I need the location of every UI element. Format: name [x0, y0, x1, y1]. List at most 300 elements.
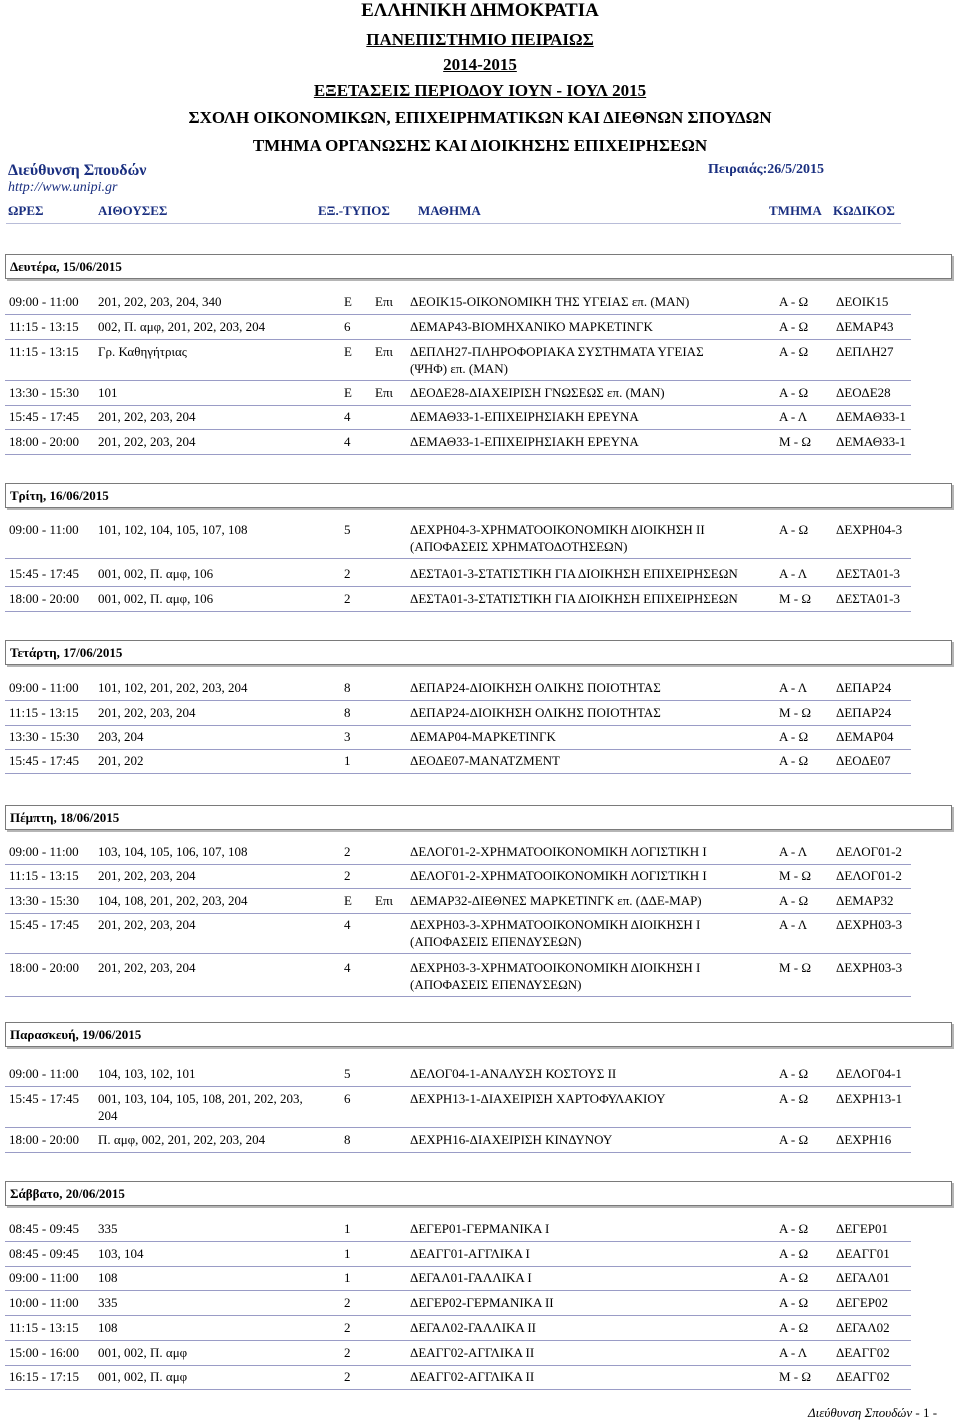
cell-course	[410, 565, 738, 582]
cell-section-text: Α - Ω	[779, 1270, 809, 1285]
cell-rooms-text: 002, Π. αμφ, 201, 202, 203, 204	[98, 319, 266, 334]
cell-code	[836, 343, 894, 360]
cell-sem	[344, 318, 351, 335]
cell-time	[9, 318, 79, 335]
cell-code	[836, 752, 891, 769]
cell-sem	[344, 590, 351, 607]
cell-rooms-text: 103, 104	[98, 1246, 144, 1261]
cell-code	[836, 565, 900, 582]
cell-code	[836, 704, 891, 721]
school-title: ΣΧΟΛΗ ΟΙΚΟΝΟΜΙΚΩΝ, ΕΠΙΧΕΙΡΗΜΑΤΙΚΩΝ ΚΑΙ ΔΙΕΘΝΩΝ ΣΠΟΥΔΩΝ	[188, 108, 772, 127]
cell-sem	[344, 867, 351, 884]
cell-time-text: 09:00 - 11:00	[9, 294, 79, 309]
cell-time	[9, 293, 79, 310]
cell-rooms-text: 001, 002, Π. αμφ	[98, 1369, 188, 1384]
cell-time-text: 15:00 - 16:00	[9, 1345, 80, 1360]
cell-rooms	[98, 959, 196, 976]
col-code: ΚΩΔΙΚΟΣ	[833, 203, 895, 218]
cell-sem	[344, 384, 352, 401]
cell-time-text: 15:45 - 17:45	[9, 753, 80, 768]
cell-sem-text: E	[344, 344, 352, 359]
cell-section	[779, 1245, 808, 1262]
cell-rooms	[98, 590, 213, 607]
cell-section	[779, 679, 807, 696]
cell-code	[836, 521, 902, 538]
cell-rooms-text: Γρ. Καθηγήτριας	[98, 344, 187, 359]
cell-time	[9, 1269, 79, 1286]
directorate-label: Διεύθυνση Σπουδών	[8, 162, 147, 179]
cell-code-text: ΔΕΠΛΗ27	[836, 344, 894, 359]
cell-sem-text: 4	[344, 434, 351, 449]
cell-rooms	[98, 1319, 118, 1336]
day-label: Τρίτη, 16/06/2015	[10, 488, 109, 503]
cell-time	[9, 752, 79, 769]
cell-code	[836, 679, 891, 696]
cell-section-text: Α - Ω	[779, 294, 809, 309]
cell-section-text: Α - Ω	[779, 319, 809, 334]
cell-time-text: 08:45 - 09:45	[9, 1246, 80, 1261]
cell-course-text: ΔΕΓΕΡ01-ΓΕΡΜΑΝΙΚΑ Ι	[410, 1221, 550, 1236]
col-rooms: ΑΙΘΟΥΣΕΣ	[98, 203, 168, 218]
cell-course	[410, 433, 639, 450]
cell-sem	[344, 1344, 351, 1361]
cell-section-text: Α - Λ	[779, 566, 808, 581]
cell-code-text: ΔΕΠΑΡ24	[836, 680, 892, 695]
col-type: ΕΞ.-ΤΥΠΟΣ	[318, 203, 390, 218]
cell-course-text: ΔΕΧΡΗ03-3-ΧΡΗΜΑΤΟΟΙΚΟΝΟΜΙΚΗ ΔΙΟΙΚΗΣΗ Ι	[410, 917, 701, 932]
cell-rooms-text: 001, 002, Π. αμφ	[98, 1345, 188, 1360]
cell-code	[836, 1065, 902, 1082]
cell-sem	[344, 1065, 351, 1082]
cell-course	[410, 521, 705, 555]
cell-course-text: ΔΕΜΑΘ33-1-ΕΠΙΧΕΙΡΗΣΙΑΚΗ ΕΡΕΥΝΑ	[410, 409, 639, 424]
cell-sem	[344, 1131, 351, 1148]
cell-code	[836, 433, 906, 450]
cell-rooms	[98, 1090, 303, 1124]
cell-time-text: 09:00 - 11:00	[9, 1066, 79, 1081]
cell-time-text: 11:15 - 13:15	[9, 319, 79, 334]
cell-code-text: ΔΕΧΡΗ03-3	[836, 960, 903, 975]
cell-rooms	[98, 1269, 118, 1286]
cell-sem-text: 1	[344, 1246, 351, 1261]
cell-sem	[344, 728, 351, 745]
footer-directorate: Διεύθυνση Σπουδών	[808, 1405, 913, 1420]
cell-code	[836, 1368, 890, 1385]
table-row	[5, 725, 911, 750]
cell-rooms-text: 101, 102, 104, 105, 107, 108	[98, 522, 248, 537]
cell-rooms	[98, 1220, 118, 1237]
cell-rooms	[98, 293, 222, 310]
cell-section-text: Α - Λ	[779, 1345, 808, 1360]
cell-sem	[344, 1245, 351, 1262]
cell-section-text: Α - Ω	[779, 893, 809, 908]
cell-section-text: Α - Ω	[779, 522, 809, 537]
cell-section-text: Α - Ω	[779, 385, 809, 400]
cell-course	[410, 843, 707, 860]
table-row	[5, 518, 911, 559]
cell-course	[410, 293, 689, 310]
cell-code	[836, 916, 902, 933]
cell-section	[779, 433, 811, 450]
cell-time-text: 09:00 - 11:00	[9, 680, 79, 695]
cell-time	[9, 521, 79, 538]
cell-section-text: Α - Ω	[779, 729, 809, 744]
day-label: Τετάρτη, 17/06/2015	[10, 645, 123, 660]
cell-code-text: ΔΕΣΤΑ01-3	[836, 591, 900, 606]
cell-course-text: ΔΕΓΑΛ01-ΓΑΛΛΙΚΑ Ι	[410, 1270, 532, 1285]
cell-section-text: Α - Ω	[779, 1320, 809, 1335]
cell-time-text: 15:45 - 17:45	[9, 566, 80, 581]
cell-code	[836, 867, 902, 884]
cell-time	[9, 590, 79, 607]
cell-course	[410, 1368, 534, 1385]
cell-sem-text: E	[344, 385, 352, 400]
cell-time-text: 15:45 - 17:45	[9, 1091, 80, 1106]
cell-rooms	[98, 343, 187, 360]
cell-time-text: 11:15 - 13:15	[9, 1320, 79, 1335]
cell-time-text: 15:45 - 17:45	[9, 409, 80, 424]
cell-rooms	[98, 892, 248, 909]
table-row	[5, 1266, 911, 1291]
cell-code-text: ΔΕΛΟΓ01-2	[836, 844, 902, 859]
cell-rooms-text: 201, 202, 203, 204	[98, 917, 196, 932]
cell-course	[410, 867, 707, 884]
cell-course-text: ΔΕΜΑΡ32-ΔΙΕΘΝΕΣ ΜΑΡΚΕΤΙΝΓΚ επ. (ΔΔΕ-ΜΑΡ)	[410, 893, 702, 908]
cell-section	[779, 843, 807, 860]
cell-rooms	[98, 408, 196, 425]
day-header	[5, 1181, 952, 1206]
cell-rooms-text: 203, 204	[98, 729, 144, 744]
cell-code-text: ΔΕΜΑΡ04	[836, 729, 894, 744]
website-link[interactable]: http://www.unipi.gr	[8, 180, 118, 195]
cell-code	[836, 293, 888, 310]
cell-section-text: Μ - Ω	[779, 434, 812, 449]
table-row	[5, 290, 911, 315]
cell-rooms-text: 201, 202, 203, 204	[98, 434, 196, 449]
cell-time	[9, 565, 79, 582]
table-row	[5, 430, 911, 455]
cell-rooms	[98, 1294, 118, 1311]
cell-time-text: 15:45 - 17:45	[9, 917, 80, 932]
cell-sem-text: 2	[344, 1295, 351, 1310]
cell-time-text: 13:30 - 15:30	[9, 893, 80, 908]
cell-code-text: ΔΕΟΔΕ07	[836, 753, 891, 768]
table-row	[5, 1062, 911, 1087]
cell-sem-text: 1	[344, 1221, 351, 1236]
cell-sem-text: 4	[344, 960, 351, 975]
cell-code-text: ΔΕΜΑΘ33-1	[836, 409, 906, 424]
cell-rooms-text: 201, 202, 203, 204	[98, 960, 196, 975]
cell-course-text: ΔΕΛΟΓ04-1-ΑΝΑΛΥΣΗ ΚΟΣΤΟΥΣ ΙΙ	[410, 1066, 617, 1081]
cell-course-text: ΔΕΧΡΗ16-ΔΙΑΧΕΙΡΙΣΗ ΚΙΝΔΥΝΟΥ	[410, 1132, 613, 1147]
cell-section	[779, 384, 808, 401]
cell-sem-text: 2	[344, 1369, 351, 1384]
cell-rooms	[98, 1245, 144, 1262]
cell-rooms-text: 104, 108, 201, 202, 203, 204	[98, 893, 248, 908]
col-section: ΤΜΗΜΑ	[769, 203, 822, 218]
table-row	[5, 864, 911, 889]
cell-sem-text: 2	[344, 868, 351, 883]
cell-section	[779, 521, 808, 538]
cell-time-text: 18:00 - 20:00	[9, 960, 80, 975]
cell-time-text: 18:00 - 20:00	[9, 1132, 80, 1147]
cell-course	[410, 916, 700, 950]
cell-type-text: Επι	[375, 344, 394, 359]
cell-rooms-text: 201, 202, 203, 204	[98, 868, 196, 883]
cell-section-text: Α - Ω	[779, 1246, 809, 1261]
cell-rooms	[98, 843, 248, 860]
cell-section-text: Μ - Ω	[779, 1369, 812, 1384]
cell-sem-text: 4	[344, 409, 351, 424]
cell-sem	[344, 679, 351, 696]
cell-time-text: 09:00 - 11:00	[9, 844, 79, 859]
cell-code-text: ΔΕΧΡΗ16	[836, 1132, 892, 1147]
cell-section	[779, 1090, 808, 1107]
cell-rooms-text: 001, 002, Π. αμφ, 106	[98, 566, 214, 581]
cell-section-text: Α - Ω	[779, 344, 809, 359]
cell-section	[779, 728, 808, 745]
cell-sem-text: 8	[344, 680, 351, 695]
cell-time-text: 13:30 - 15:30	[9, 385, 80, 400]
cell-section	[779, 959, 811, 976]
cell-code-text: ΔΕΜΑΘ33-1	[836, 434, 906, 449]
cell-code-text: ΔΕΓΕΡ02	[836, 1295, 888, 1310]
table-row	[5, 405, 911, 430]
republic-title: ΕΛΛΗΝΙΚΗ ΔΗΜΟΚΡΑΤΙΑ	[361, 0, 599, 21]
table-row	[5, 1291, 911, 1316]
cell-code	[836, 959, 902, 976]
table-row	[5, 749, 911, 774]
cell-rooms	[98, 728, 144, 745]
cell-code-text: ΔΕΑΓΓ02	[836, 1345, 890, 1360]
cell-section	[779, 1131, 808, 1148]
cell-course	[410, 318, 653, 335]
cell-code-text: ΔΕΧΡΗ03-3	[836, 917, 903, 932]
cell-sem	[344, 293, 352, 310]
cell-code	[836, 892, 893, 909]
cell-course	[410, 1269, 532, 1286]
table-row	[5, 889, 911, 914]
cell-section-text: Α - Ω	[779, 1091, 809, 1106]
cell-section-text: Α - Λ	[779, 409, 808, 424]
cell-rooms-text: 108	[98, 1270, 118, 1285]
cell-course	[410, 343, 704, 377]
cell-code	[836, 1319, 890, 1336]
cell-course-text: ΔΕΟΙΚ15-ΟΙΚΟΝΟΜΙΚΗ ΤΗΣ ΥΓΕΙΑΣ επ. (ΜΑΝ)	[410, 294, 690, 309]
cell-rooms	[98, 521, 248, 538]
cell-sem-text: 6	[344, 1091, 351, 1106]
cell-course	[410, 384, 665, 401]
cell-sem	[344, 1090, 351, 1107]
cell-rooms	[98, 679, 248, 696]
col-hours: ΩΡΕΣ	[8, 203, 44, 218]
cell-time	[9, 433, 79, 450]
table-row	[5, 1365, 911, 1390]
cell-course-text: ΔΕΑΓΓ02-ΑΓΓΛΙΚΑ ΙΙ	[410, 1369, 535, 1384]
table-row	[5, 1341, 911, 1366]
cell-section	[779, 867, 811, 884]
cell-sem-text: 3	[344, 729, 351, 744]
cell-sem-text: 5	[344, 1066, 351, 1081]
cell-course-text: ΔΕΜΑΘ33-1-ΕΠΙΧΕΙΡΗΣΙΑΚΗ ΕΡΕΥΝΑ	[410, 434, 639, 449]
cell-sem-text: 1	[344, 1270, 351, 1285]
cell-time	[9, 728, 79, 745]
day-header	[5, 805, 952, 830]
cell-course-text: ΔΕΓΕΡ02-ΓΕΡΜΑΝΙΚΑ ΙΙ	[410, 1295, 554, 1310]
cell-code	[836, 1220, 888, 1237]
cell-course	[410, 892, 702, 909]
cell-rooms	[98, 565, 213, 582]
cell-rooms-text: 201, 202, 203, 204, 340	[98, 294, 222, 309]
cell-code	[836, 1344, 890, 1361]
cell-time	[9, 384, 79, 401]
cell-code	[836, 843, 902, 860]
cell-section	[779, 293, 808, 310]
cell-code-text: ΔΕΟΙΚ15	[836, 294, 889, 309]
cell-code	[836, 1294, 888, 1311]
cell-rooms	[98, 1131, 265, 1148]
cell-code	[836, 1245, 890, 1262]
cell-code	[836, 384, 891, 401]
cell-rooms-text: 101	[98, 385, 118, 400]
cell-sem	[344, 1294, 351, 1311]
cell-code	[836, 408, 906, 425]
cell-time-text: 18:00 - 20:00	[9, 591, 80, 606]
cell-section-text: Μ - Ω	[779, 705, 812, 720]
cell-code-text: ΔΕΛΟΓ04-1	[836, 1066, 902, 1081]
cell-code-text: ΔΕΓΑΛ01	[836, 1270, 890, 1285]
cell-section-text: Μ - Ω	[779, 591, 812, 606]
day-header	[5, 1022, 952, 1047]
cell-section	[779, 565, 807, 582]
cell-course-text: ΔΕΓΑΛ02-ΓΑΛΛΙΚΑ ΙΙ	[410, 1320, 536, 1335]
cell-section	[779, 1294, 808, 1311]
table-row	[5, 1316, 911, 1341]
cell-code-text: ΔΕΓΑΛ02	[836, 1320, 890, 1335]
place-date: Πειραιάς:26/5/2015	[708, 162, 825, 177]
cell-time	[9, 1319, 79, 1336]
cell-course	[410, 1131, 612, 1148]
cell-rooms-text: 103, 104, 105, 106, 107, 108	[98, 844, 248, 859]
cell-rooms	[98, 1344, 187, 1361]
table-row	[5, 840, 911, 865]
cell-section-text: Α - Ω	[779, 753, 809, 768]
cell-code	[836, 1269, 890, 1286]
cell-time	[9, 892, 79, 909]
page-number: - 1 -	[915, 1405, 938, 1420]
cell-time	[9, 343, 79, 360]
academic-year: 2014-2015	[443, 55, 517, 74]
cell-code-text: ΔΕΜΑΡ32	[836, 893, 894, 908]
cell-sem-text: E	[344, 294, 352, 309]
cell-time-text: 11:15 - 13:15	[9, 705, 79, 720]
cell-course-text: ΔΕΑΓΓ02-ΑΓΓΛΙΚΑ ΙΙ	[410, 1345, 535, 1360]
cell-course-text: ΔΕΜΑΡ04-ΜΑΡΚΕΤΙΝΓΚ	[410, 729, 556, 744]
table-row	[5, 381, 911, 406]
cell-rooms-text: 201, 202, 203, 204	[98, 705, 196, 720]
cell-code-text: ΔΕΣΤΑ01-3	[836, 566, 900, 581]
cell-type	[375, 384, 393, 401]
cell-sem	[344, 916, 351, 933]
cell-rooms-text: 001, 103, 104, 105, 108, 201, 202, 203,	[98, 1091, 303, 1106]
cell-sem-text: 2	[344, 566, 351, 581]
cell-sem	[344, 521, 351, 538]
cell-sem	[344, 1269, 351, 1286]
col-course: ΜΑΘΗΜΑ	[418, 203, 481, 218]
day-label: Πέμπτη, 18/06/2015	[10, 810, 120, 825]
cell-course	[410, 1319, 536, 1336]
cell-section	[779, 704, 811, 721]
cell-rooms-text: 108	[98, 1320, 118, 1335]
cell-rooms-text: 101, 102, 201, 202, 203, 204	[98, 680, 248, 695]
cell-rooms	[98, 1368, 187, 1385]
cell-sem-text: 2	[344, 844, 351, 859]
cell-code-text: ΔΕΧΡΗ04-3	[836, 522, 903, 537]
cell-time	[9, 1131, 79, 1148]
cell-course-text: ΔΕΟΔΕ28-ΔΙΑΧΕΙΡΙΣΗ ΓΝΩΣΕΩΣ επ. (ΜΑΝ)	[410, 385, 665, 400]
cell-time	[9, 408, 79, 425]
cell-rooms	[98, 318, 265, 335]
cell-sem-text: 2	[344, 1320, 351, 1335]
cell-code	[836, 590, 900, 607]
cell-time	[9, 1090, 79, 1107]
cell-course-text: ΔΕΠΑΡ24-ΔΙΟΙΚΗΣΗ ΟΛΙΚΗΣ ΠΟΙΟΤΗΤΑΣ	[410, 705, 661, 720]
cell-course	[410, 1294, 554, 1311]
cell-sem	[344, 408, 351, 425]
cell-code-text: ΔΕΓΕΡ01	[836, 1221, 888, 1236]
cell-type-text: Επι	[375, 385, 394, 400]
cell-sem	[344, 343, 352, 360]
day-label: Δευτέρα, 15/06/2015	[10, 259, 122, 274]
cell-time	[9, 1294, 79, 1311]
cell-sem-text: E	[344, 893, 352, 908]
cell-code-text: ΔΕΜΑΡ43	[836, 319, 894, 334]
cell-course-text: ΔΕΛΟΓ01-2-ΧΡΗΜΑΤΟΟΙΚΟΝΟΜΙΚΗ ΛΟΓΙΣΤΙΚΗ Ι	[410, 844, 707, 859]
cell-code	[836, 728, 893, 745]
cell-course	[410, 704, 661, 721]
cell-section	[779, 1319, 808, 1336]
cell-code-text: ΔΕΧΡΗ13-1	[836, 1091, 903, 1106]
cell-section-text: Α - Ω	[779, 1066, 809, 1081]
exam-period: ΕΞΕΤΑΣΕΙΣ ΠΕΡΙΟΔΟΥ ΙΟΥΝ - ΙΟΥΛ 2015	[313, 81, 647, 100]
cell-time	[9, 679, 79, 696]
cell-section-text: Α - Λ	[779, 844, 808, 859]
table-row	[5, 315, 911, 340]
cell-rooms-text: Π. αμφ, 002, 201, 202, 203, 204	[98, 1132, 266, 1147]
cell-section	[779, 318, 808, 335]
cell-course	[410, 590, 738, 607]
cell-course	[410, 1065, 616, 1082]
cell-course-text: ΔΕΣΤΑ01-3-ΣΤΑΤΙΣΤΙΚΗ ΓΙΑ ΔΙΟΙΚΗΣΗ ΕΠΙΧΕΙΡΗΣΕΩΝ	[410, 591, 738, 606]
cell-sem	[344, 892, 352, 909]
cell-section-text: Μ - Ω	[779, 960, 812, 975]
cell-sem	[344, 1220, 351, 1237]
cell-sem	[344, 1319, 351, 1336]
cell-course	[410, 408, 639, 425]
table-row	[5, 562, 911, 587]
cell-section	[779, 1220, 808, 1237]
cell-course-continued: (ΑΠΟΦΑΣΕΙΣ ΕΠΕΝΔΥΣΕΩΝ)	[410, 934, 582, 949]
table-row	[5, 956, 911, 997]
cell-rooms-text: 201, 202, 203, 204	[98, 409, 196, 424]
cell-time	[9, 704, 79, 721]
cell-section-text: Α - Ω	[779, 1132, 809, 1147]
table-row	[5, 676, 911, 701]
table-row	[5, 1087, 911, 1128]
cell-type	[375, 293, 393, 310]
cell-time-text: 09:00 - 11:00	[9, 522, 79, 537]
cell-code-text: ΔΕΑΓΓ02	[836, 1369, 890, 1384]
